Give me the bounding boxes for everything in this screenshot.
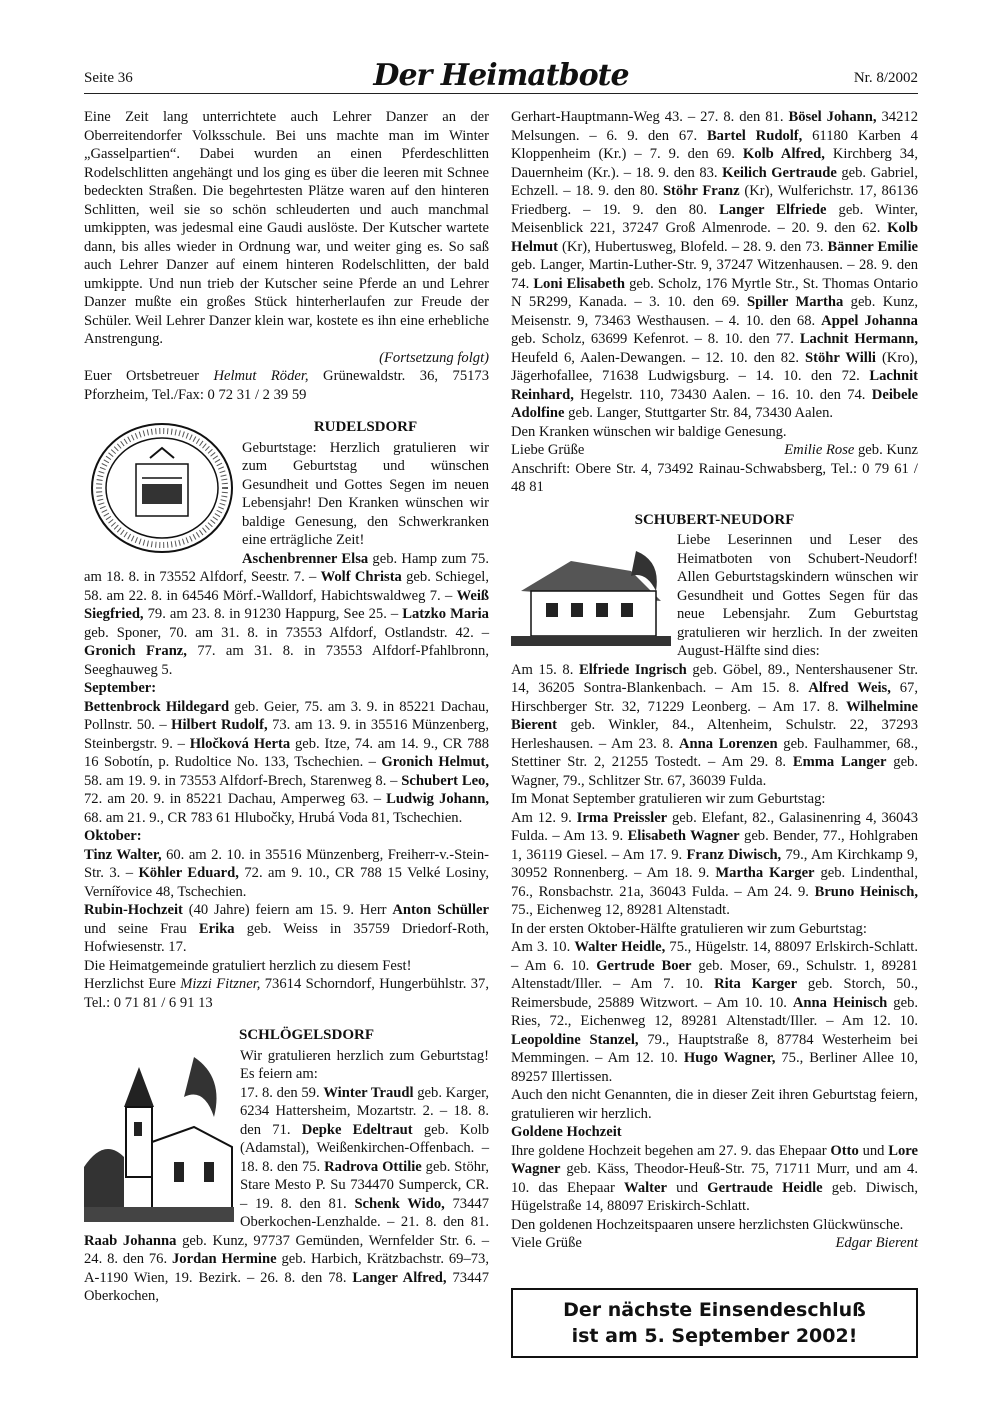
subheading: Goldene Hochzeit bbox=[511, 1124, 622, 1140]
deadline-line-1: Der nächste Einsendeschluß bbox=[563, 1299, 866, 1321]
continuation-note: (Fortsetzung folgt) bbox=[379, 349, 489, 366]
birthday-list: Tinz Walter, 60. am 2. 10. in 35516 Münzenberg, Freiherr-v.-Stein-Str. 3. – Köhler Eduard, 72. am 9. 10., CR 788 15 Velké Losiny, Vernířovice 48, Tschechien. bbox=[84, 846, 489, 900]
month-intro: In der ersten Oktober-Hälfte gratulieren wir zum Geburtstag: bbox=[511, 920, 867, 937]
month-intro: Im Monat September gratulieren wir zum Geburtstag: bbox=[511, 791, 826, 807]
masthead-title: Der Heimatbote bbox=[373, 58, 629, 93]
birthday-list: Bettenbrock Hildegard geb. Geier, 75. am 3. 9. in 85221 Dachau, Pollnstr. 50. – Hilbert Rudolf, 73. am 13. 9. in 35516 Münzenberg, Steinbergstr. 9. – Hločková Herta geb. Itze, 74. am 14. 9., CR 788 16 Sobotín, p. Rudoltice No. 133, Tschechien. – Gronich Helmut, 58. am 19. 9. in 73553 Alfdorf-Brech, Starenweg 8. – Schubert Leo, 72. am 20. 9. in 85221 Dachau, Amperweg 63. – Ludwig Johann, 68. am 21. 9., CR 783 61 Hlubočky, Hrubá Voda 81, Tschechien. bbox=[84, 698, 489, 826]
section-intro: Wir gratulieren herzlich zum Geburtstag! Es feiern am: bbox=[240, 1047, 489, 1082]
closing-text: Die Heimatgemeinde gratuliert herzlich zu diesem Fest! bbox=[84, 957, 412, 974]
deadline-notice-box bbox=[511, 1288, 918, 1358]
birthday-list: 17. 8. den 59. Winter Traudl geb. Karger, 6234 Hattersheim, Mozartstr. 2. – 18. 8. den 71. Depke Edeltraut geb. Kolb (Adamstal), Weißenkirchen-Offenbach. – 18. 8. den 75. Radrova Ottilie geb. Stöhr, Stare Mesto P. Su 734470 Sumperck, CR. – 19. 8. den 81. Schenk Wido, 73447 Oberkochen-Lenzhalde. – 21. 8. den 81. Raab Johanna geb. Kunz, 97737 Gemünden, Wernfelder Str. 6. – 24. 8. den 76. Jordan Hermine geb. Harbich, Krätzbachstr. 69–73, A-1190 Wien, 19. Bezirk. – 26. 8. den 78. Langer Alfred, 73447 Oberkochen, bbox=[84, 1084, 489, 1304]
page-header bbox=[84, 58, 918, 94]
signature-line: Viele Grüße Edgar Bierent bbox=[511, 1235, 918, 1251]
month-heading: Oktober: bbox=[84, 828, 142, 844]
section-rudelsdorf bbox=[84, 418, 489, 1012]
signature-line: Herzlichst Eure Mizzi Fitzner, 73614 Schorndorf, Hungerbühlstr. 37, Tel.: 0 71 81 / 6 91 13 bbox=[84, 976, 489, 1011]
section-schubert-neudorf bbox=[511, 511, 918, 1253]
anniversary-text: Ihre goldene Hochzeit begehen am 27. 9. das Ehepaar Otto und Lore Wagner geb. Käss, Theodor-Heuß-Str. 75, 71711 Murr, und am 4. 10. das Ehepaar Walter und Gertraude Heidle geb. Diwisch, Hügelstraße 14, 88097 Eriskirch-Schlatt. bbox=[511, 1142, 919, 1214]
birthday-list-continued: Gerhart-Hauptmann-Weg 43. – 27. 8. den 81. Bösel Johann, 34212 Melsungen. – 6. 9. den 67. Bartel Rudolf, 61180 Karben 4 Kloppenheim (Kr.) – 7. 9. den 69. Kolb Alfred, Kirchberg 34, Dauernheim (Kr.). – 18. 9. den 83. Keilich Gertraude geb. Gabriel, Echzell. – 18. 9. den 80. Stöhr Franz (Kr), Wulferichstr. 17, 86136 Friedberg. – 19. 9. den 80. Langer Elfriede geb. Winter, Meisenblick 221, 37247 Groß Almenrode. – 20. 9. den 62. Kolb Helmut (Kr), Hubertusweg, Blofeld. – 28. 9. den 73. Bänner Emilie geb. Langer, Martin-Luther-Str. 9, 37247 Witzenhausen. – 28. 9. den 74. Loni Elisabeth geb. Scholz, 176 Myrtle Str., St. Thomas Ontario N 5R299, Kanada. – 3. 10. den 69. Spiller Martha geb. Kunz, Meisenstr. 9, 73463 Westhausen. – 4. 10. den 68. Appel Johanna geb. Scholz, 63699 Kefenrot. – 8. 10. den 77. Lachnit Hermann, Heufeld 6, Aalen-Dewangen. – 12. 10. den 82. Stöhr Willi (Kro), Jägerhofallee, 71638 Ludwigsburg. – 14. 10. den 72. Lachnit Reinhard, Hegelstr. 110, 73430 Aalen. – 16. 10. den 74. Deibele Adolfine geb. Langer, Stuttgarter Str. 84, 73430 Aalen. bbox=[511, 109, 919, 421]
article-text: Eine Zeit lang unterrichtete auch Lehrer Danzer an der Oberreitendorfer Volksschule. Bei uns machte man im Winter „Gasselpartien“. Dabei wurden an einen Pferdeschlitten Rodelschlitten angehängt und los ging es über die leeren mit Schnee bedeckten Straßen. Die begehrtesten Plätze waren auf den hinteren Schlitten, weil sie so schön schleuderten und auch manchmal umkippten, was jedesmal eine Gaudi auslöste. Der Kutscher wartete dann, bis alles wieder in Ordnung war, und weiter ging es. So saß auch Lehrer Danzer auf einem hinteren Rodelschlitten, der bald umkippte. Und nun trieb der Kutscher seine Pferde an und Lehrer Danzer mußte ein großes Stück hinterherlaufen zur Freude der Schüler. Weil Lehrer Danzer klein war, kostete es ihn eine erhebliche Anstrengung. bbox=[84, 109, 489, 347]
section-schloegelsdorf bbox=[84, 1026, 489, 1306]
deadline-line-2: ist am 5. September 2002! bbox=[571, 1325, 858, 1347]
address-line: Anschrift: Obere Str. 4, 73492 Rainau-Schwabsberg, Tel.: 0 79 61 / 48 81 bbox=[511, 460, 918, 495]
closing-text: Den Kranken wünschen wir baldige Genesung. bbox=[511, 423, 787, 440]
section-intro: Geburtstage: Herzlich gratulieren wir zum Geburtstag und wünschen Gesundheit und Gottes Segen im neuen Lebensjahr! Den Kranken wünschen wir baldige Genesung, den Schwerkranken eine erträgliche Zeit! bbox=[242, 439, 489, 548]
issue-number: Nr. 8/2002 bbox=[853, 70, 918, 86]
section-title: SCHLÖGELSDORF bbox=[238, 1027, 375, 1043]
rudelsdorf-seal-illustration bbox=[84, 418, 236, 554]
birthday-list: Am 15. 8. Elfriede Ingrisch geb. Göbel, 89., Nentershausener Str. 14, 36205 Sontra-Blankenbach. – Am 15. 8. Alfred Weis, 67, Hirschberger Str. 32, 71229 Leonberg. – Am 17. 8. Wilhelmine Bierent geb. Winkler, 84., Altenheim, Schulstr. 22, 37293 Herleshausen. – Am 23. 8. Anna Lorenzen geb. Faulhammer, 68., Stettiner Str. 2, 21255 Tostedt. – Am 29. 8. Emma Langer geb. Wagner, 79., Schlitzer Str. 67, 36039 Fulda. bbox=[511, 661, 919, 789]
month-heading: September: bbox=[84, 680, 157, 696]
house-illustration bbox=[511, 531, 671, 646]
left-column bbox=[84, 108, 489, 1306]
anniversary-text: Rubin-Hochzeit (40 Jahre) feiern am 15. 9. Herr Anton Schüller und seine Frau Erika geb. Weiss in 35759 Driedorf-Roth, Hofwiesenstr. 17. bbox=[84, 902, 490, 955]
section-title: SCHUBERT-NEUDORF bbox=[634, 511, 795, 528]
section-title: RUDELSDORF bbox=[313, 419, 418, 435]
birthday-list: Am 3. 10. Walter Heidle, 75., Hügelstr. 14, 88097 Erlskirch-Schlatt. – Am 6. 10. Gertrude Boer geb. Moser, 69., Schulstr. 1, 89281 Altenstadt/Iller. – Am 7. 10. Rita Karger geb. Storch, 50., Reimersbude, 25889 Witzwort. – Am 10. 10. Anna Heinisch geb. Ries, 72., Eichenweg 12, 89281 Altenstadt/Iller. – Am 12. 10. Leopoldine Stanzel, 79., Hauptstraße 8, 87784 Westerheim bei Memmingen. – Am 12. 10. Hugo Wagner, 75., Berliner Allee 10, 89257 Illertissen. bbox=[511, 939, 919, 1085]
section-intro: Liebe Leserinnen und Leser des Heimatboten von Schubert-Neudorf! Allen Geburtstagskindern wünschen wir Gesundheit und Gottes Segen für das neue Lebensjahr. Zum Geburtstag gratulieren wir herzlich. In der zweiten August-Hälfte sind dies: bbox=[677, 532, 918, 659]
birthday-list: Am 12. 9. Irma Preissler geb. Elefant, 82., Galasinenring 4, 36043 Fulda. – Am 13. 9. Elisabeth Wagner geb. Bender, 77., Hohlgraben 1, 36119 Giesel. – Am 17. 9. Franz Diwisch, 79., Am Kirchkamp 9, 30952 Ronnenberg. – Am 18. 9. Martha Karger geb. Lindenthal, 76., Ronsbachstr. 21a, 36043 Fulda. – Am 24. 9. Bruno Heinisch, 75., Eichenweg 12, 89281 Altenstadt. bbox=[511, 809, 918, 918]
church-illustration bbox=[84, 1047, 234, 1222]
birthday-list: Aschenbrenner Elsa geb. Hamp zum 75. am 18. 8. in 73552 Alfdorf, Seestr. 7. – Wolf Christa geb. Schiegel, 58. am 22. 8. in 64546 Mörf.-Walldorf, Habichtswaldweg 7. – Weiß Siegfried, 79. am 23. 8. in 91230 Happurg, See 25. – Latzko Maria geb. Sponer, 70. am 31. 8. in 73553 Alfdorf, Ostlandstr. 42. – Gronich Franz, 77. am 31. 8. in 73553 Alfdorf-Pfahlbronn, Seeghauweg 5. bbox=[84, 550, 489, 678]
signature-line: Liebe Grüße Emilie Rose geb. Kunz bbox=[511, 442, 918, 458]
betreuer-line: Euer Ortsbetreuer Helmut Röder, Grünewaldstr. 36, 75173 Pforzheim, Tel./Fax: 0 72 31 / 2 39 59 bbox=[84, 368, 490, 403]
page-number: Seite 36 bbox=[84, 70, 133, 86]
closing-text: Auch den nicht Genannten, die in dieser Zeit ihren Geburtstag feiern, gratulieren wir herzlich. bbox=[511, 1087, 918, 1122]
closing-text: Den goldenen Hochzeitspaaren unsere herzlichsten Glückwünsche. bbox=[511, 1216, 904, 1233]
right-column bbox=[511, 108, 918, 1253]
